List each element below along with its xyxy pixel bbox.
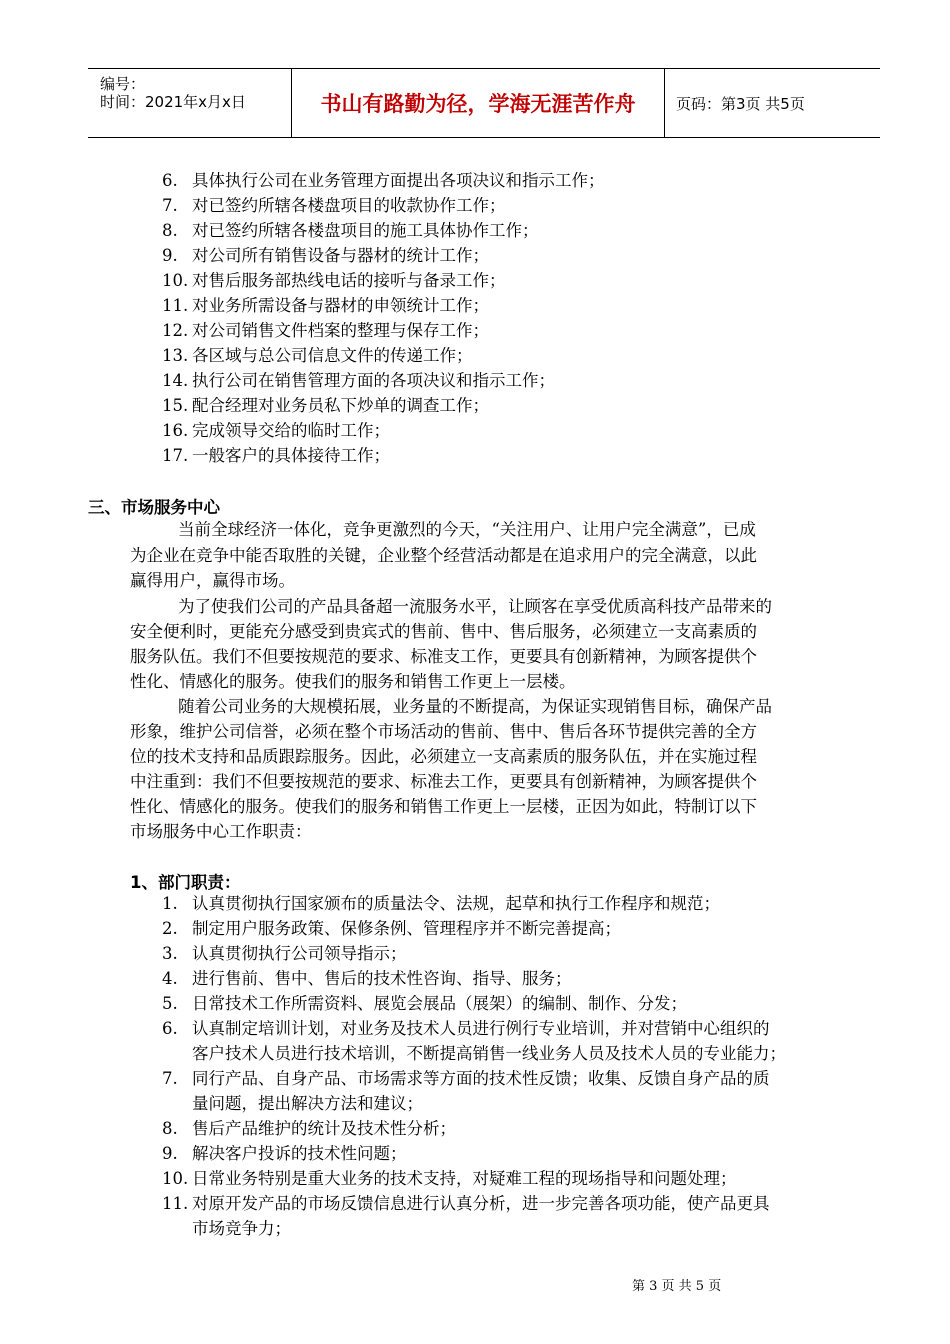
list-item: 2. 制定用户服务政策、保修条例、管理程序并不断完善提高；: [162, 919, 621, 938]
header-time: 时间：2021年x月x日: [100, 93, 246, 111]
paragraph-line: 形象，维护公司信誉，必须在整个市场活动的售前、售中、售后各环节提供完善的全方: [130, 722, 757, 741]
list-item: 8. 售后产品维护的统计及技术性分析；: [162, 1119, 456, 1138]
list-item: 16. 完成领导交给的临时工作；: [162, 421, 390, 440]
paragraph-line: 随着公司业务的大规模拓展，业务量的不断提高，为保证实现销售目标，确保产品: [178, 697, 772, 716]
paragraph-line: 赢得用户，赢得市场。: [130, 571, 295, 590]
paragraph-line: 为企业在竞争中能否取胜的关键，企业整个经营活动都是在追求用户的完全满意，以此: [130, 546, 757, 565]
list-item: 9. 解决客户投诉的技术性问题；: [162, 1144, 407, 1163]
list-item: 12. 对公司销售文件档案的整理与保存工作；: [162, 321, 489, 340]
header-motto: 书山有路勤为径，学海无涯苦作舟: [291, 69, 665, 137]
paragraph-line: 位的技术支持和品质跟踪服务。因此，必须建立一支高素质的服务队伍，并在实施过程: [130, 747, 757, 766]
list-item: 5. 日常技术工作所需资料、展览会展品（展架）的编制、制作、分发；: [162, 994, 687, 1013]
list-item: 10. 对售后服务部热线电话的接听与备录工作；: [162, 271, 506, 290]
paragraph-line: 性化、情感化的服务。使我们的服务和销售工作更上一层楼。: [130, 672, 576, 691]
list-item: 3. 认真贯彻执行公司领导指示；: [162, 944, 407, 963]
list-item: 17. 一般客户的具体接待工作；: [162, 446, 390, 465]
paragraph-line: 安全便利时，更能充分感受到贵宾式的售前、售中、售后服务，必须建立一支高素质的: [130, 622, 757, 641]
header-number: 编号：: [100, 75, 146, 93]
list-item: 7. 同行产品、自身产品、市场需求等方面的技术性反馈；收集、反馈自身产品的质: [162, 1069, 770, 1088]
list-item-continuation: 客户技术人员进行技术培训，不断提高销售一线业务人员及技术人员的专业能力；: [192, 1044, 786, 1063]
page-footer: 第 3 页 共 5 页: [632, 1279, 722, 1294]
list-item: 14. 执行公司在销售管理方面的各项决议和指示工作；: [162, 371, 555, 390]
list-item: 4. 进行售前、售中、售后的技术性咨询、指导、服务；: [162, 969, 572, 988]
list-item: 7. 对已签约所辖各楼盘项目的收款协作工作；: [162, 196, 506, 215]
list-item: 15. 配合经理对业务员私下炒单的调查工作；: [162, 396, 489, 415]
list-item: 1. 认真贯彻执行国家颁布的质量法令、法规，起草和执行工作程序和规范；: [162, 894, 720, 913]
list-item-continuation: 市场竞争力；: [192, 1219, 291, 1238]
paragraph-line: 当前全球经济一体化，竞争更激烈的今天，“关注用户、让用户完全满意”，已成: [178, 520, 756, 539]
list-item: 6. 认真制定培训计划，对业务及技术人员进行例行专业培训，并对营销中心组织的: [162, 1019, 770, 1038]
header-page-label: 页码：第3页 共5页: [676, 94, 805, 113]
list-item: 11. 对业务所需设备与器材的申领统计工作；: [162, 296, 489, 315]
list-item: 13. 各区域与总公司信息文件的传递工作；: [162, 346, 473, 365]
list-item: 11. 对原开发产品的市场反馈信息进行认真分析，进一步完善各项功能，使产品更具: [162, 1194, 770, 1213]
paragraph-line: 为了使我们公司的产品具备超一流服务水平，让顾客在享受优质高科技产品带来的: [178, 597, 772, 616]
paragraph-line: 服务队伍。我们不但要按规范的要求、标准支工作，更要具有创新精神，为顾客提供个: [130, 647, 757, 666]
list-item: 10. 日常业务特别是重大业务的技术支持，对疑难工程的现场指导和问题处理；: [162, 1169, 737, 1188]
paragraph-line: 性化、情感化的服务。使我们的服务和销售工作更上一层楼，正因为如此，特制订以下: [130, 797, 757, 816]
paragraph-line: 市场服务中心工作职责：: [130, 822, 312, 841]
list-item: 9. 对公司所有销售设备与器材的统计工作；: [162, 246, 489, 265]
list-item: 8. 对已签约所辖各楼盘项目的施工具体协作工作；: [162, 221, 539, 240]
list-item-continuation: 量问题，提出解决方法和建议；: [192, 1094, 423, 1113]
list-item: 6. 具体执行公司在业务管理方面提出各项决议和指示工作；: [162, 171, 605, 190]
paragraph-line: 中注重到：我们不但要按规范的要求、标准去工作，更要具有创新精神，为顾客提供个: [130, 772, 757, 791]
subsection-heading: 1、部门职责：: [130, 873, 241, 892]
section-heading: 三、市场服务中心: [88, 498, 220, 517]
